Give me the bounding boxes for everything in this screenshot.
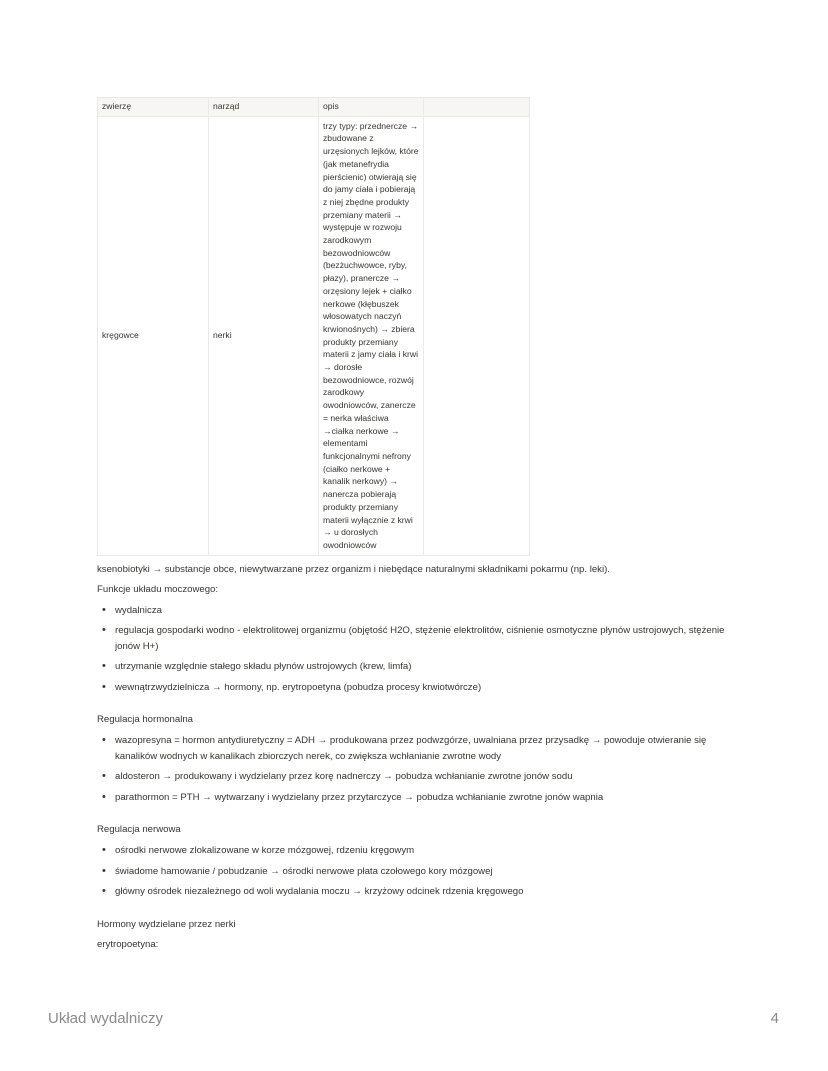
nervous-list (97, 843, 737, 900)
functions-list (97, 603, 737, 696)
hormonal-list (97, 733, 737, 805)
nervous-regulation-heading: Regulacja nerwowa (97, 824, 181, 836)
list-item-text: wazopresyna = hormon antydiuretyczny = ADH → produkowana przez podwzgórze, uwalniana przez przysadkę → powoduje otwieranie się kanalików wodnych w kanalikach zbiorczych nerek, co zwiększa wchłanianie zwrotne wody (115, 735, 707, 762)
list-item (97, 864, 737, 880)
list-item (97, 623, 737, 654)
list-item-text: utrzymanie względnie stałego składu płynów ustrojowych (krew, limfa) (115, 661, 412, 673)
table-header-animal: zwierzę (98, 98, 209, 117)
definition-text: ksenobiotyki → substancje obce, niewytwarzane przez organizm i niebędące naturalnymi składnikami pokarmu (np. leki). (97, 563, 610, 575)
list-item (97, 769, 737, 785)
bullet-icon: • (102, 790, 106, 803)
table-cell-organ: nerki (209, 116, 319, 555)
bullet-icon: • (102, 734, 106, 747)
list-item (97, 733, 737, 764)
table-cell-description: trzy typy: przednercze → zbudowane z urzęsionych lejków, które (jak metanefrydia pierścienic) otwierają się do jamy ciała i pobierają z niej zbędne produkty przemiany materii → występuje w rozwoju zarodkowym bezowodniowców (bezżuchwowce, ryby, płazy), pranercze → orzęsiony lejek + ciałko nerkowe (kłębuszek włosowatych naczyń krwionośnych) → zbiera produkty przemiany materii z jamy ciała i krwi → dorosłe bezowodniowce, rozwój zarodkowy owodniowców, zanercze = nerka właściwa →ciałka nerkowe → elementami funkcjonalnymi nefrony (ciałko nerkowe + kanalik nerkowy) → nanercza pobierają produkty przemiany materii wyłącznie z krwi → u dorosłych owodniowców (319, 116, 424, 555)
table-header-row (98, 98, 530, 117)
animals-table (97, 97, 530, 556)
bullet-icon: • (102, 680, 106, 693)
list-item (97, 680, 737, 696)
hormonal-regulation-heading: Regulacja hormonalna (97, 714, 193, 726)
list-item (97, 790, 737, 806)
list-item (97, 843, 737, 859)
list-item-text: wydalnicza (115, 604, 162, 616)
list-item-text: ośrodki nerwowe zlokalizowane w korze mózgowej, rdzeniu kręgowym (115, 845, 415, 857)
list-item (97, 659, 737, 675)
page-content (97, 97, 737, 952)
bullet-icon: • (102, 864, 106, 877)
kidney-hormones-heading: Hormony wydzielane przez nerki (97, 918, 236, 930)
erythropoietin-label: erytropoetyna: (97, 938, 159, 950)
list-item-text: wewnątrzwydzielnicza → hormony, np. erytropoetyna (pobudza procesy krwiotwórcze) (115, 681, 482, 693)
list-item-text: parathormon = PTH → wytwarzany i wydzielany przez przytarczyce → pobudza wchłanianie zwrotne jonów wapnia (115, 791, 604, 803)
list-item-text: regulacja gospodarki wodno - elektrolitowej organizmu (objętość H2O, stężenie elektrolitów, ciśnienie osmotyczne płynów ustrojowych, stężenie jonów H+) (115, 625, 725, 652)
table-header-extra (424, 98, 530, 117)
table-cell-animal: kręgowce (98, 116, 209, 555)
footer-document-title: Układ wydalniczy (48, 1010, 164, 1027)
bullet-icon: • (102, 770, 106, 783)
list-item-text: aldosteron → produkowany i wydzielany przez korę nadnerczy → pobudza wchłanianie zwrotne jonów sodu (115, 771, 573, 783)
list-item (97, 603, 737, 619)
footer-page-number: 4 (770, 1010, 779, 1027)
table-row (98, 116, 530, 555)
table-header-description: opis (319, 98, 424, 117)
list-item-text: główny ośrodek niezależnego od woli wydalania moczu → krzyżowy odcinek rdzenia kręgowego (115, 886, 524, 898)
table-header-organ: narząd (209, 98, 319, 117)
bullet-icon: • (102, 624, 106, 637)
bullet-icon: • (102, 885, 106, 898)
bullet-icon: • (102, 660, 106, 673)
list-item (97, 884, 737, 900)
table-cell-extra (424, 116, 530, 555)
functions-heading: Funkcje układu moczowego: (97, 583, 219, 595)
list-item-text: świadome hamowanie / pobudzanie → ośrodki nerwowe płata czołowego kory mózgowej (115, 865, 493, 877)
bullet-icon: • (102, 603, 106, 616)
bullet-icon: • (102, 844, 106, 857)
